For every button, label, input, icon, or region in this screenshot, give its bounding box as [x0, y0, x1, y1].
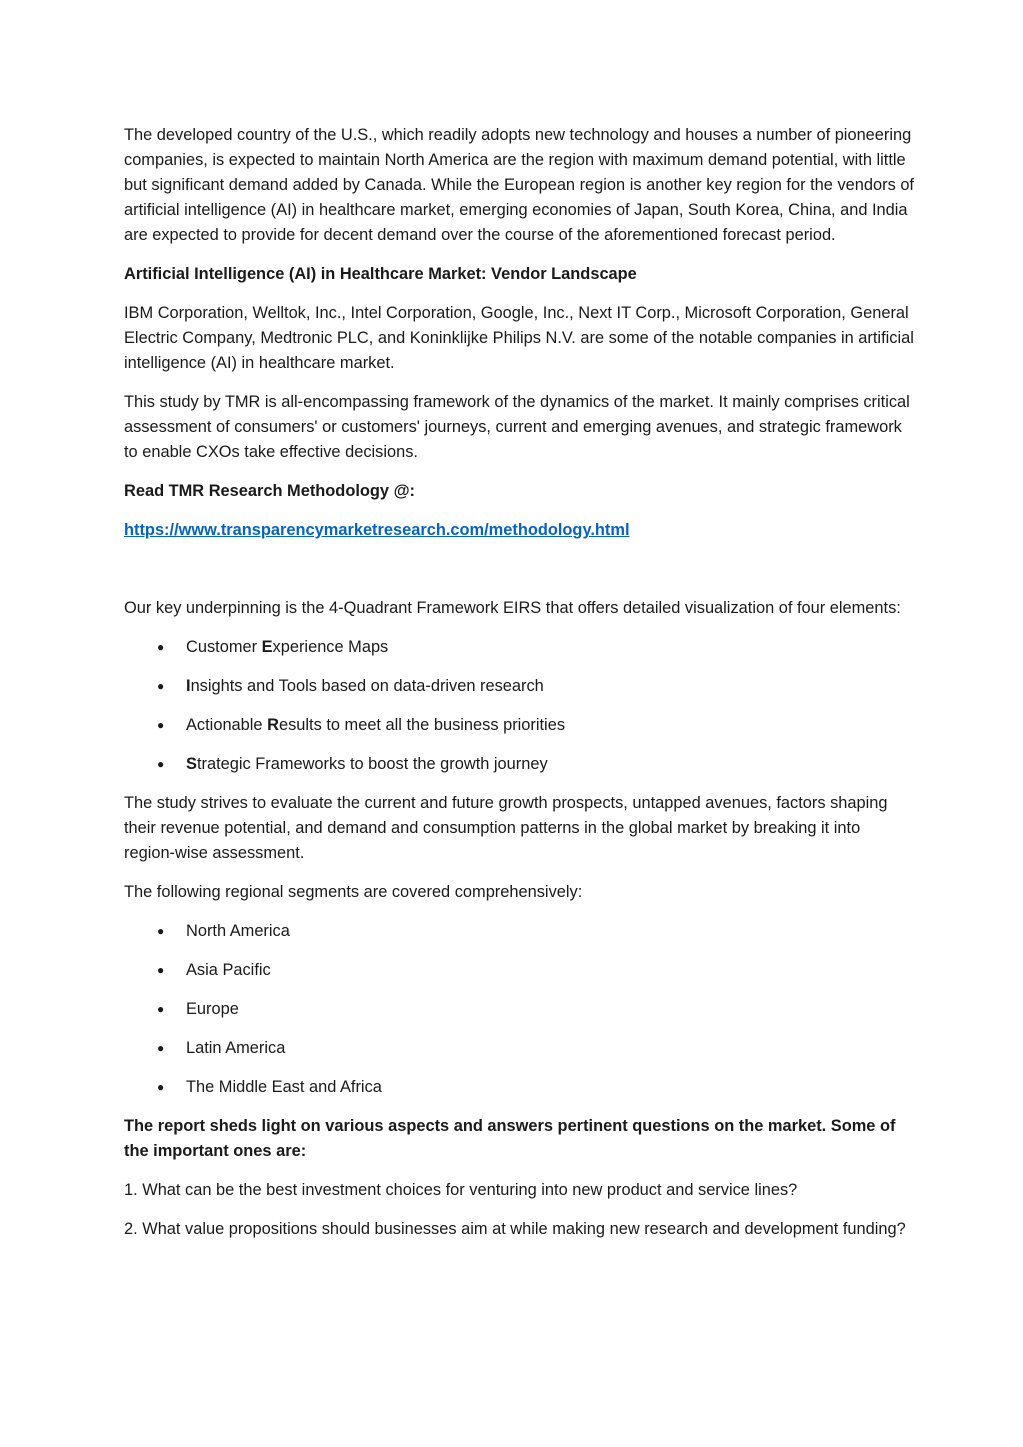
vendor-landscape-heading: Artificial Intelligence (AI) in Healthcare Market: Vendor Landscape	[124, 265, 637, 283]
study-paragraph: This study by TMR is all-encompassing framework of the dynamics of the market. It mainly comprises critical assessment of consumers' or customers' journeys, current and emerging avenues, and strategic framework to enable CXOs take effective decisions.	[124, 393, 910, 461]
list-item	[124, 713, 914, 738]
question-2: 2. What value propositions should businesses aim at while making new research and development funding?	[124, 1220, 906, 1238]
bullet-icon: ●	[157, 640, 165, 654]
regions-list	[124, 919, 914, 1100]
list-item-text: esults to meet all the business priorities	[278, 716, 566, 734]
list-item-text-prefix: Customer	[186, 638, 262, 656]
list-item	[124, 997, 914, 1022]
bullet-icon: ●	[157, 924, 165, 938]
methodology-link-paragraph	[124, 518, 914, 543]
list-item-key-letter: S	[186, 755, 197, 773]
document-page	[124, 123, 914, 1256]
list-item	[124, 1075, 914, 1100]
list-item	[124, 635, 914, 660]
bullet-icon: ●	[157, 679, 165, 693]
region-name: Europe	[186, 1000, 239, 1018]
regions-intro-paragraph: The following regional segments are covered comprehensively:	[124, 883, 583, 901]
region-name: North America	[186, 922, 290, 940]
list-item	[124, 752, 914, 777]
list-item	[124, 1036, 914, 1061]
vendors-paragraph: IBM Corporation, Welltok, Inc., Intel Corporation, Google, Inc., Next IT Corp., Microsoft Corporation, General Electric Company, Medtronic PLC, and Koninklijke Philips N.V. are some of the notable companies in artificial intelligence (AI) in healthcare market.	[124, 304, 914, 372]
list-item-text: xperience Maps	[272, 638, 389, 656]
blank-line	[124, 557, 914, 596]
list-item-text: nsights and Tools based on data-driven research	[190, 677, 544, 695]
bullet-icon: ●	[157, 1002, 165, 1016]
bullet-icon: ●	[157, 1080, 165, 1094]
eirs-list	[124, 635, 914, 777]
bullet-icon: ●	[157, 718, 165, 732]
list-item-text-prefix: Actionable	[186, 716, 268, 734]
list-item-text: trategic Frameworks to boost the growth journey	[196, 755, 548, 773]
list-item	[124, 674, 914, 699]
bullet-icon: ●	[157, 1041, 165, 1055]
methodology-heading: Read TMR Research Methodology @:	[124, 482, 416, 500]
list-item-key-letter: R	[267, 716, 279, 734]
questions-heading: The report sheds light on various aspects and answers pertinent questions on the market. Some of the important ones are:	[124, 1117, 896, 1160]
bullet-icon: ●	[157, 963, 165, 977]
framework-paragraph: Our key underpinning is the 4-Quadrant Framework EIRS that offers detailed visualization of four elements:	[124, 599, 901, 617]
list-item	[124, 919, 914, 944]
bullet-icon: ●	[157, 757, 165, 771]
region-name: The Middle East and Africa	[186, 1078, 382, 1096]
list-item-key-letter: E	[261, 638, 273, 656]
region-name: Latin America	[186, 1039, 286, 1057]
list-item-key-letter: I	[186, 677, 191, 695]
region-name: Asia Pacific	[186, 961, 271, 979]
intro-paragraph: The developed country of the U.S., which readily adopts new technology and houses a number of pioneering companies, is expected to maintain North America are the region with maximum demand potential, with little but significant demand added by Canada. While the European region is another key region for the vendors of artificial intelligence (AI) in healthcare market, emerging economies of Japan, South Korea, China, and India are expected to provide for decent demand over the course of the aforementioned forecast period.	[124, 126, 914, 244]
list-item	[124, 958, 914, 983]
growth-paragraph: The study strives to evaluate the current and future growth prospects, untapped avenues, factors shaping their revenue potential, and demand and consumption patterns in the global market by breaking it into region-wise assessment.	[124, 794, 888, 862]
methodology-link[interactable]: https://www.transparencymarketresearch.com/methodology.html	[124, 521, 630, 539]
question-1: 1. What can be the best investment choices for venturing into new product and service lines?	[124, 1181, 798, 1199]
